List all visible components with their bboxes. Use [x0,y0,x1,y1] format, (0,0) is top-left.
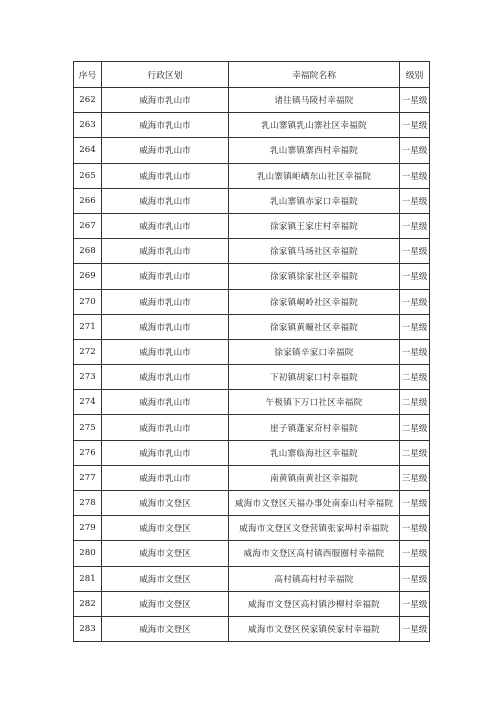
cell-region: 威海市乳山市 [102,113,229,138]
cell-level: 二星级 [400,415,430,440]
cell-home-name: 乳山寨镇寨西村幸福院 [229,138,400,163]
cell-level: 一星级 [400,516,430,541]
header-index: 序号 [74,62,102,88]
table-row [74,289,430,314]
cell-home-name: 午极镇下万口社区幸福院 [229,390,400,415]
cell-region: 威海市乳山市 [102,264,229,289]
cell-level: 一星级 [400,314,430,339]
cell-index: 264 [74,138,102,163]
cell-level: 三星级 [400,465,430,490]
cell-region: 威海市乳山市 [102,213,229,238]
table-row [74,491,430,516]
cell-home-name: 威海市文登区高村镇沙柳村幸福院 [229,591,400,616]
table-row [74,516,430,541]
cell-index: 278 [74,491,102,516]
header-region: 行政区划 [102,62,229,88]
table-row [74,616,430,641]
table-row [74,213,430,238]
cell-region: 威海市乳山市 [102,163,229,188]
cell-index: 282 [74,591,102,616]
cell-region: 威海市乳山市 [102,440,229,465]
cell-home-name: 乳山寨镇乳山寨社区幸福院 [229,113,400,138]
cell-region: 威海市乳山市 [102,289,229,314]
cell-region: 威海市乳山市 [102,339,229,364]
cell-region: 威海市文登区 [102,541,229,566]
cell-home-name: 徐家镇马场社区幸福院 [229,239,400,264]
cell-index: 279 [74,516,102,541]
table-row [74,365,430,390]
table-row [74,415,430,440]
table-row [74,113,430,138]
cell-index: 280 [74,541,102,566]
cell-level: 一星级 [400,591,430,616]
cell-home-name: 乳山寨临海社区幸福院 [229,440,400,465]
cell-index: 263 [74,113,102,138]
cell-level: 一星级 [400,491,430,516]
table-row [74,465,430,490]
cell-level: 一星级 [400,239,430,264]
cell-level: 一星级 [400,188,430,213]
cell-level: 二星级 [400,365,430,390]
cell-home-name: 威海市文登区文登营镇张家埠村幸福院 [229,516,400,541]
cell-region: 威海市乳山市 [102,188,229,213]
table-row [74,339,430,364]
cell-index: 270 [74,289,102,314]
cell-region: 威海市乳山市 [102,88,229,113]
cell-index: 281 [74,566,102,591]
cell-home-name: 乳山寨镇岠嵎东山社区幸福院 [229,163,400,188]
cell-level: 一星级 [400,113,430,138]
cell-index: 274 [74,390,102,415]
cell-index: 273 [74,365,102,390]
table-row [74,188,430,213]
header-level: 级别 [400,62,430,88]
table-row [74,163,430,188]
cell-level: 一星级 [400,88,430,113]
cell-home-name: 徐家镇峒岭社区幸福院 [229,289,400,314]
cell-region: 威海市乳山市 [102,465,229,490]
cell-index: 262 [74,88,102,113]
cell-index: 265 [74,163,102,188]
cell-region: 威海市乳山市 [102,314,229,339]
cell-home-name: 徐家镇王家庄村幸福院 [229,213,400,238]
table-row [74,390,430,415]
cell-index: 267 [74,213,102,238]
cell-home-name: 徐家镇黄疃社区幸福院 [229,314,400,339]
cell-home-name: 乳山寨镇赤家口幸福院 [229,188,400,213]
cell-region: 威海市文登区 [102,516,229,541]
table-row [74,440,430,465]
cell-level: 一星级 [400,541,430,566]
cell-home-name: 威海市文登区天福办事处南泰山村幸福院 [229,491,400,516]
cell-region: 威海市乳山市 [102,239,229,264]
cell-level: 二星级 [400,390,430,415]
cell-index: 269 [74,264,102,289]
cell-home-name: 威海市文登区侯家镇侯家村幸福院 [229,616,400,641]
cell-index: 272 [74,339,102,364]
cell-home-name: 高村镇高村村幸福院 [229,566,400,591]
table-row [74,264,430,289]
cell-level: 一星级 [400,616,430,641]
cell-level: 一星级 [400,339,430,364]
cell-region: 威海市文登区 [102,566,229,591]
cell-index: 268 [74,239,102,264]
cell-region: 威海市乳山市 [102,390,229,415]
cell-level: 一星级 [400,213,430,238]
table-row [74,541,430,566]
cell-home-name: 徐家镇辛家口幸福院 [229,339,400,364]
cell-region: 威海市乳山市 [102,138,229,163]
cell-index: 283 [74,616,102,641]
cell-home-name: 徐家镇徐家社区幸福院 [229,264,400,289]
cell-index: 266 [74,188,102,213]
table-row [74,314,430,339]
cell-region: 威海市文登区 [102,491,229,516]
cell-level: 一星级 [400,138,430,163]
cell-level: 一星级 [400,289,430,314]
table-row [74,591,430,616]
cell-region: 威海市文登区 [102,616,229,641]
cell-home-name: 下初镇胡家口村幸福院 [229,365,400,390]
table-header-row [74,62,430,88]
table-row [74,138,430,163]
header-home-name: 幸福院名称 [229,62,400,88]
cell-level: 二星级 [400,440,430,465]
cell-index: 276 [74,440,102,465]
cell-home-name: 诸往镇马陵村幸福院 [229,88,400,113]
cell-region: 威海市乳山市 [102,415,229,440]
cell-index: 277 [74,465,102,490]
cell-level: 一星级 [400,566,430,591]
cell-index: 275 [74,415,102,440]
cell-level: 一星级 [400,264,430,289]
table-row [74,239,430,264]
table-body [74,88,430,642]
table-row [74,566,430,591]
cell-index: 271 [74,314,102,339]
cell-home-name: 崖子镇蓬家夼村幸福院 [229,415,400,440]
cell-level: 一星级 [400,163,430,188]
cell-region: 威海市文登区 [102,591,229,616]
cell-region: 威海市乳山市 [102,365,229,390]
cell-home-name: 威海市文登区高村镇西服圈村幸福院 [229,541,400,566]
welfare-home-table [73,61,430,642]
cell-home-name: 南黄镇南黄社区幸福院 [229,465,400,490]
table-row [74,88,430,113]
